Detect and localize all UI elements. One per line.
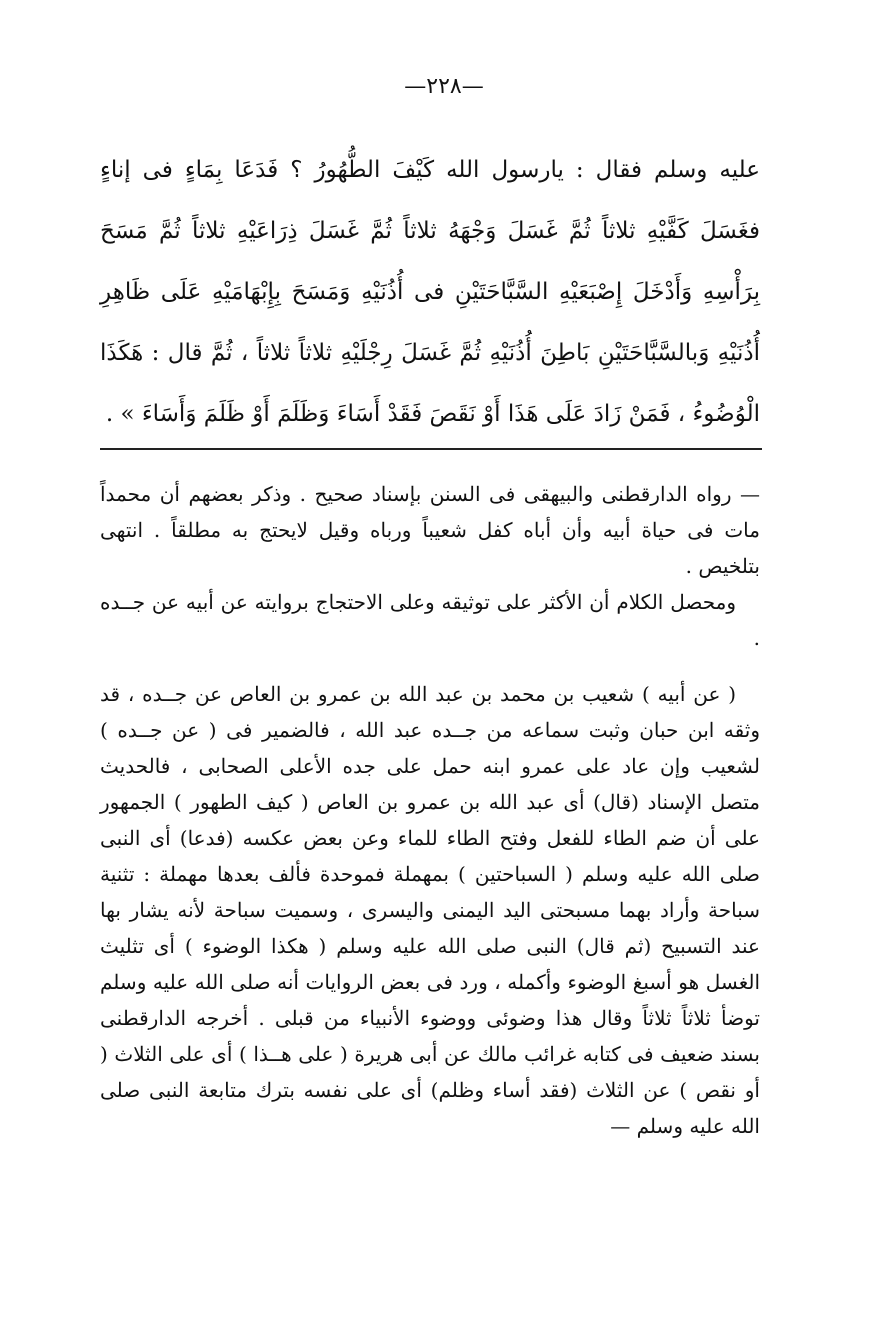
page-number: —٢٢٨— bbox=[404, 74, 484, 99]
section-divider bbox=[100, 448, 762, 450]
hadith-text: عليه وسلم فقال : يارسول الله كَيْفَ الطُّهُورُ ؟ فَدَعَا بِمَاءٍ فى إناءٍ فغَسَلَ كَفَّيْهِ ثلاثاً ثُمَّ غَسَلَ وَجْهَهُ ثلاثاً ثُمَّ غَسَلَ ذِرَاعَيْهِ ثلاثاً ثُمَّ مَسَحَ بِرَأْسِهِ وَأَدْخَلَ إِصْبَعَيْهِ السَّبَّاحَتَيْنِ فى أُذُنَيْهِ وَمَسَحَ بِإِبْهَامَيْهِ عَلَى ظَاهِرِ أُذُنَيْهِ وَبالسَّبَّاحَتَيْنِ بَاطِنَ أُذُنَيْهِ ثُمَّ غَسَلَ رِجْلَيْهِ ثلاثاً ثلاثاً ، ثُمَّ قال : هَكَذَا الْوُضُوءُ ، فَمَنْ زَادَ عَلَى هَذَا أَوْ نَقَصَ فَقَدْ أَسَاءَ وَظَلَمَ أَوْ ظَلَمَ وَأَسَاءَ » . bbox=[100, 157, 760, 427]
commentary-paragraph-1: — رواه الدارقطنى والبيهقى فى السنن بإسناد صحيح . وذكر بعضهم أن محمداً مات فى حياة أبيه وأن أباه كفل شعيباً ورباه وقيل لايحتج به مطلقاً . انتهى بتلخيص . bbox=[100, 482, 760, 578]
commentary-paragraph-3: ( عن أبيه ) شعيب بن محمد بن عبد الله بن عمرو بن العاص عن جــده ، قد وثقه ابن حبان وثبت سماعه من جــده عبد الله ، فالضمير فى ( عن جــده ) لشعيب وإن عاد على عمرو ابنه حمل على جده الأعلى الصحابى ، فالحديث متصل الإسناد (قال) أى عبد الله بن عمرو بن العاص ( كيف الطهور ) الجمهور على أن ضم الطاء للفعل وفتح الطاء للماء وعن بعض عكسه (فدعا) أى النبى صلى الله عليه وسلم ( السباحتين ) بمهملة فموحدة فألف بعدها مهملة : تثنية سباحة وأراد بهما مسبحتى اليد اليمنى واليسرى ، وسميت سباحة لأنه يشار بها عند التسبيح (ثم قال) النبى صلى الله عليه وسلم ( هكذا الوضوء ) أى تثليث الغسل هو أسبغ الوضوء وأكمله ، ورد فى بعض الروايات أنه صلى الله عليه وسلم توضأ ثلاثاً ثلاثاً وقال هذا وضوئى ووضوء الأنبياء من قبلى . أخرجه الدارقطنى بسند ضعيف فى كتابه غرائب مالك عن أبى هريرة ( على هــذا ) أى على الثلاث ( أو نقص ) عن الثلاث (فقد أساء وظلم) أى على نفسه بترك متابعة النبى صلى الله عليه وسلم — bbox=[100, 682, 760, 1138]
commentary-section bbox=[100, 476, 760, 1144]
commentary-paragraph-2: ومحصل الكلام أن الأكثر على توثيقه وعلى الاحتجاج بروايته عن أبيه عن جــده . bbox=[100, 590, 760, 650]
